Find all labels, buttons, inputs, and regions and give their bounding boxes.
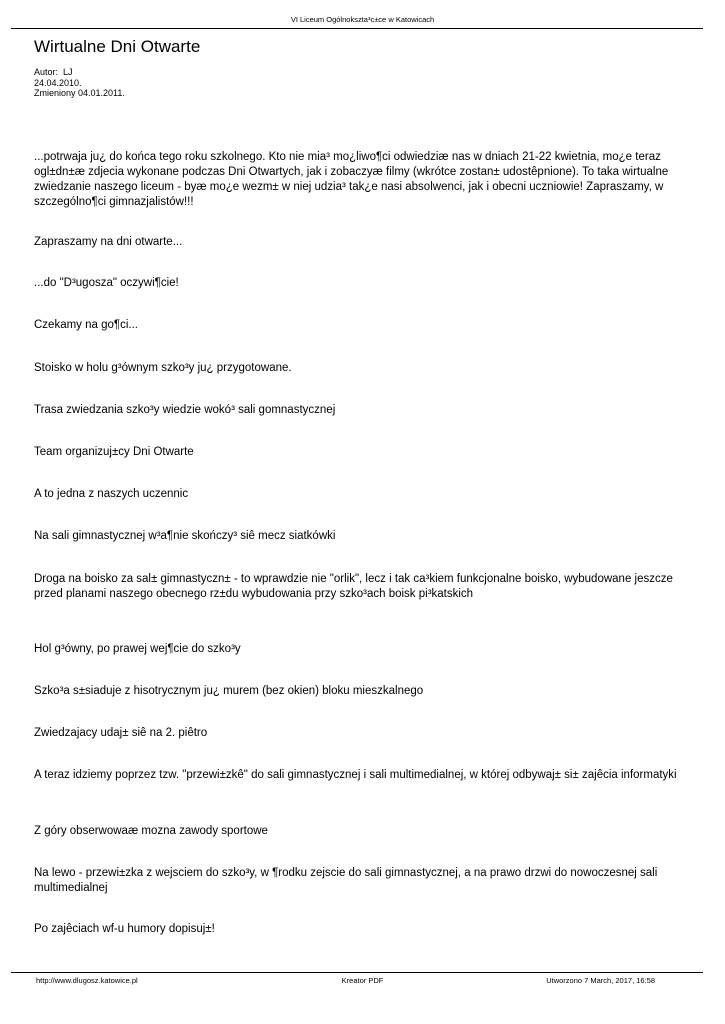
photo-caption: ...do "D³ugosza" oczywi¶cie! (34, 277, 179, 289)
footer-generator: Kreator PDF (341, 976, 384, 985)
photo-caption: Droga na boisko za sal± gimnastyczn± - to wprawdzie nie "orlik", lecz i tak ca³kiem funkcjonalne boisko, wybudowane jeszcze przed planami naszego obecnego rz±du wybudowania przy szko³ach boisk pi³katskich (34, 573, 673, 600)
article-meta (34, 67, 125, 99)
footer-url-link[interactable]: http://www.dlugosz.katowice.pl (36, 976, 138, 985)
header-divider (11, 28, 703, 29)
footer-divider (11, 972, 703, 973)
page-header: VI Liceum Ogólnokszta³c±ce w Katowicach (290, 15, 435, 24)
photo-caption: Stoisko w holu g³ównym szko³y ju¿ przygotowane. (34, 362, 292, 374)
photo-caption: A to jedna z naszych uczennic (34, 488, 189, 500)
photo-caption: Zwiedzajacy udaj± siê na 2. piêtro (34, 727, 208, 739)
photo-caption: Na lewo - przewi±zka z wejsciem do szko³y, w ¶rodku zejscie do sali gimnastycznej, a na prawo drzwi do nowoczesnej sali multimedialnej (34, 867, 658, 894)
article-date: 24.04.2010. (34, 77, 82, 88)
photo-caption: Zapraszamy na dni otwarte... (34, 236, 183, 248)
photo-caption: Trasa zwiedzania szko³y wiedzie wokó³ sali gomnastycznej (34, 404, 336, 416)
photo-caption: Na sali gimnastycznej w³a¶nie skończy³ siê mecz siatkówki (34, 530, 336, 542)
photo-caption: Szko³a s±siaduje z hisotrycznym ju¿ murem (bez okien) bloku mieszkalnego (34, 685, 424, 697)
photo-caption: Hol g³ówny, po prawej wej¶cie do szko³y (34, 643, 241, 655)
footer-created-date: Utworzono 7 March, 2017, 16:58 (546, 976, 655, 985)
article-title: Wirtualne Dni Otwarte (34, 37, 201, 56)
article-author: Autor: LJ (34, 67, 73, 77)
photo-caption: Z góry obserwowaæ mozna zawody sportowe (34, 825, 268, 837)
photo-caption: Czekamy na go¶ci... (34, 319, 138, 331)
photo-caption: Po zajêciach wf-u humory dopisuj±! (34, 923, 215, 935)
photo-caption: Team organizuj±cy Dni Otwarte (34, 446, 194, 458)
photo-caption: A teraz idziemy poprzez tzw. "przewi±zkê" do sali gimnastycznej i sali multimedialnej, w której odbywaj± si± zajêcia informatyki (34, 769, 677, 781)
intro-paragraph: ...potrwaja ju¿ do końca tego roku szkolnego. Kto nie mia³ mo¿liwo¶ci odwiedziæ nas w dniach 21-22 kwietnia, mo¿e teraz ogl±dn±æ zdjecia wykonane podczas Dni Otwartych, jak i zobaczyæ filmy (wkrótce zostan± udostêpnione). To taka wirtualne zwiedzanie naszego liceum - byæ mo¿e wezm± w niej udzia³ tak¿e nasi absolwenci, jak i obecni uczniowie! Zapraszamy, w szczególno¶ci gimnazjalistów!!! (34, 151, 669, 208)
article-modified: Zmieniony 04.01.2011. (34, 88, 125, 98)
